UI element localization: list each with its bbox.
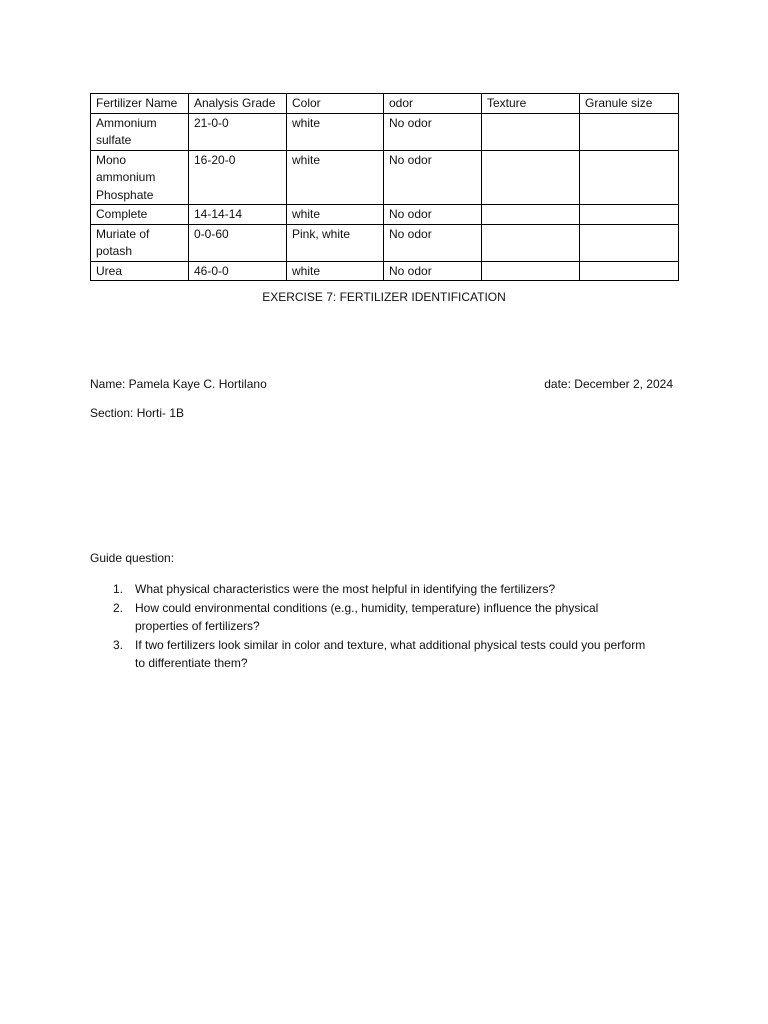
submission-date: date: December 2, 2024: [544, 377, 673, 391]
table-row: [91, 224, 679, 261]
header-cell-color: Color: [287, 94, 384, 114]
list-item: [90, 636, 650, 673]
table-cell: [482, 113, 580, 150]
table-cell: 0-0-60: [189, 224, 287, 261]
table-cell: Complete: [91, 205, 189, 225]
table-cell: [482, 150, 580, 205]
list-item-text: If two fertilizers look similar in color and texture, what additional physical tests could you perform to differentiate them?: [135, 637, 646, 670]
table-cell: [580, 224, 679, 261]
table-caption: EXERCISE 7: FERTILIZER IDENTIFICATION: [262, 290, 506, 304]
guide-question-heading: Guide question:: [90, 551, 175, 565]
table-cell: [580, 205, 679, 225]
class-section: Section: Horti- 1B: [90, 406, 185, 420]
table-cell: No odor: [384, 261, 482, 281]
table-cell: white: [287, 205, 384, 225]
table-cell: white: [287, 261, 384, 281]
list-item-number: 2.: [113, 600, 124, 615]
header-cell-analysis-grade: Analysis Grade: [189, 94, 287, 114]
table-cell: Muriate of potash: [91, 224, 189, 261]
table-row: [91, 205, 679, 225]
header-cell-texture: Texture: [482, 94, 580, 114]
table-row: [91, 261, 679, 281]
table-cell: [482, 205, 580, 225]
table-cell: No odor: [384, 150, 482, 205]
table-cell: white: [287, 113, 384, 150]
list-item: [90, 599, 650, 636]
table-cell: 21-0-0: [189, 113, 287, 150]
list-item-number: 3.: [113, 637, 124, 652]
table-cell: [482, 224, 580, 261]
table-header-row: [91, 94, 679, 114]
student-name: Name: Pamela Kaye C. Hortilano: [90, 377, 267, 391]
table-cell: Mono ammonium Phosphate: [91, 150, 189, 205]
table-cell: white: [287, 150, 384, 205]
list-item-text: What physical characteristics were the most helpful in identifying the fertilizers?: [135, 582, 556, 596]
guide-question-list: [90, 580, 650, 673]
table-cell: [580, 150, 679, 205]
table-row: [91, 113, 679, 150]
table-cell: No odor: [384, 113, 482, 150]
table-cell: [580, 113, 679, 150]
table-cell: Ammonium sulfate: [91, 113, 189, 150]
header-cell-fertilizer-name: Fertilizer Name: [91, 94, 189, 114]
table-cell: [482, 261, 580, 281]
table-cell: 14-14-14: [189, 205, 287, 225]
table-cell: No odor: [384, 205, 482, 225]
fertilizer-table: [90, 93, 679, 281]
table-cell: [580, 261, 679, 281]
table-cell: 46-0-0: [189, 261, 287, 281]
table-row: [91, 150, 679, 205]
list-item-text: How could environmental conditions (e.g., humidity, temperature) influence the physical properties of fertilizers?: [135, 600, 599, 633]
list-item-number: 1.: [113, 582, 124, 596]
table-cell: No odor: [384, 224, 482, 261]
list-item: [90, 580, 650, 599]
table-cell: 16-20-0: [189, 150, 287, 205]
table-cell: Pink, white: [287, 224, 384, 261]
header-cell-granule-size: Granule size: [580, 94, 679, 114]
header-cell-odor: odor: [384, 94, 482, 114]
table-cell: Urea: [91, 261, 189, 281]
